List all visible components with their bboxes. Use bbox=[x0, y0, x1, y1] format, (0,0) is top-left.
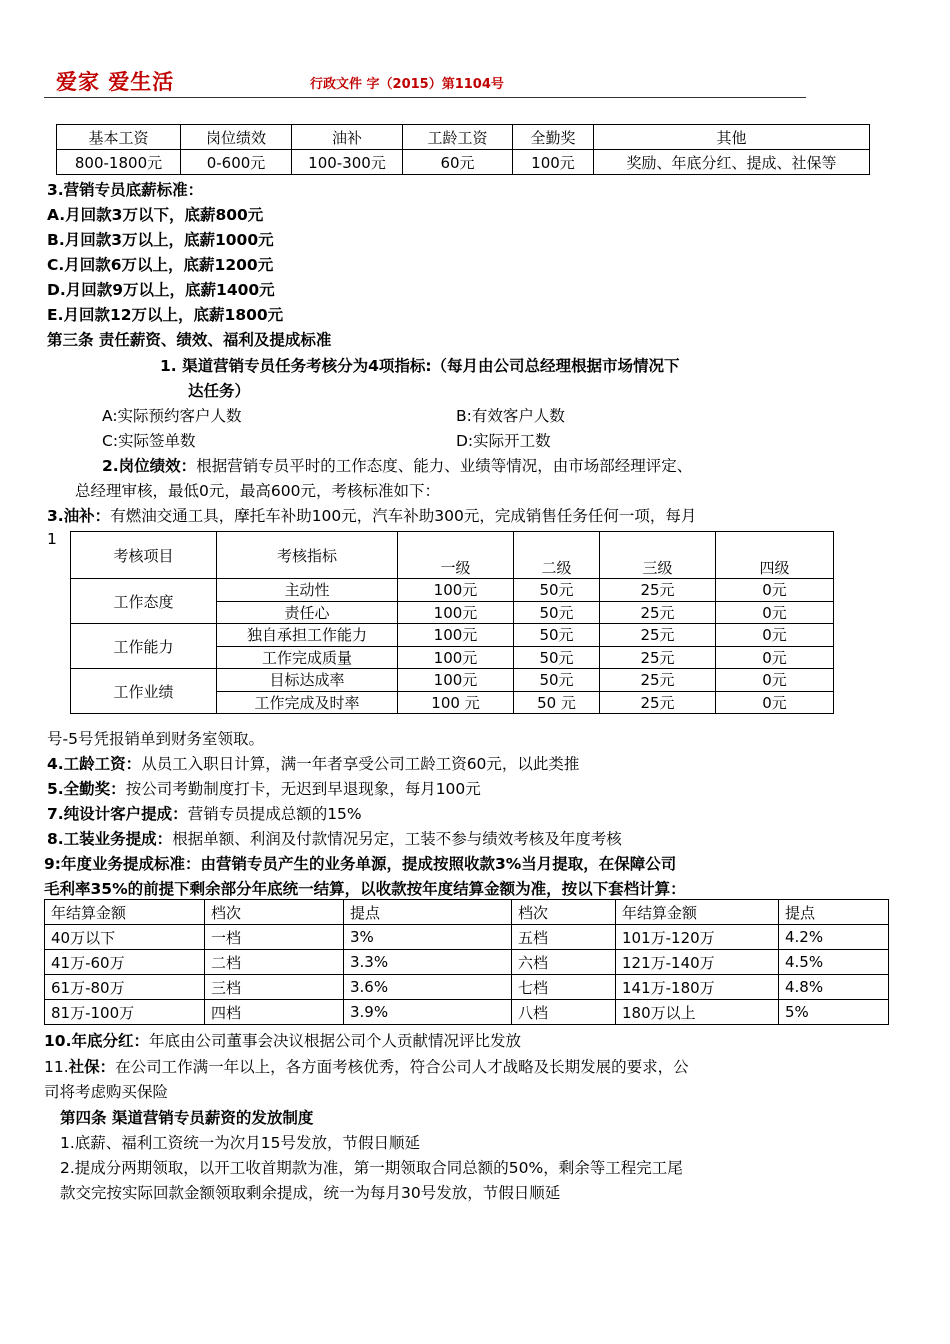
item4-label: 4.工龄工资： bbox=[47, 755, 142, 773]
item4 bbox=[47, 752, 579, 774]
item8 bbox=[47, 827, 622, 849]
article4-title: 第四条 渠道营销专员薪资的发放制度 bbox=[60, 1109, 314, 1127]
table-row bbox=[71, 579, 834, 602]
salary-structure-table bbox=[56, 124, 870, 175]
table-cell: 100元 bbox=[398, 624, 514, 647]
table-cell: 50元 bbox=[514, 646, 600, 669]
table-row bbox=[45, 925, 889, 950]
article4-item2-line1: 2.提成分两期领取，以开工收首期款为准，第一期领取合同总额的50%，剩余等工程完工尾 bbox=[60, 1159, 683, 1177]
table-header-cell: 一级 bbox=[398, 532, 514, 579]
table-cell: 五档 bbox=[512, 925, 616, 950]
table-header-cell: 提点 bbox=[344, 900, 512, 925]
table-cell: 3.9% bbox=[344, 1000, 512, 1025]
table-row bbox=[45, 975, 889, 1000]
table-cell: 40万以下 bbox=[45, 925, 205, 950]
table-cell: 100元 bbox=[398, 646, 514, 669]
table-cell: 5% bbox=[779, 1000, 889, 1025]
commission-table bbox=[44, 899, 889, 1025]
document-number: 行政文件 字（2015）第1104号 bbox=[310, 77, 504, 92]
item4-text: 从员工入职日计算，满一年者享受公司工龄工资60元，以此类推 bbox=[141, 755, 580, 773]
group-cell: 工作能力 bbox=[71, 624, 217, 669]
indicator-cell: 主动性 bbox=[217, 579, 398, 602]
indicator-c: C:实际签单数 bbox=[102, 432, 196, 450]
table-cell: 三档 bbox=[205, 975, 344, 1000]
article3-item1-line1: 1. 渠道营销专员任务考核分为4项指标:（每月由公司总经理根据市场情况下 bbox=[160, 357, 680, 375]
table-cell: 25元 bbox=[600, 646, 716, 669]
table-cell: 4.2% bbox=[779, 925, 889, 950]
article3-item1-line2: 达任务） bbox=[188, 382, 251, 400]
table-row bbox=[71, 624, 834, 647]
table-header-row bbox=[45, 900, 889, 925]
table-header-cell: 三级 bbox=[600, 532, 716, 579]
table-cell: 141万-180万 bbox=[616, 975, 779, 1000]
table-cell: 0元 bbox=[716, 579, 834, 602]
table-cell: 50元 bbox=[514, 669, 600, 692]
table-cell: 4.8% bbox=[779, 975, 889, 1000]
table-cell: 0元 bbox=[716, 669, 834, 692]
indicator-b: B:有效客户人数 bbox=[456, 407, 565, 425]
table-cell: 100元 bbox=[513, 150, 594, 175]
table-cell: 四档 bbox=[205, 1000, 344, 1025]
table-cell: 50 元 bbox=[514, 691, 600, 714]
item5 bbox=[47, 777, 481, 799]
table-cell: 八档 bbox=[512, 1000, 616, 1025]
table-header-cell: 油补 bbox=[292, 125, 403, 150]
article3-item2-line2: 总经理审核，最低0元，最高600元，考核标准如下： bbox=[75, 482, 440, 500]
table-cell: 3% bbox=[344, 925, 512, 950]
table-cell: 60元 bbox=[403, 150, 513, 175]
table-cell: 800-1800元 bbox=[57, 150, 181, 175]
item2-label: 2.岗位绩效： bbox=[102, 457, 197, 475]
table-header-cell: 档次 bbox=[205, 900, 344, 925]
table-cell: 41万-60万 bbox=[45, 950, 205, 975]
item10-label: 10.年底分红： bbox=[44, 1032, 149, 1050]
item7 bbox=[47, 802, 362, 824]
item10 bbox=[44, 1029, 521, 1051]
item9-line1: 9:年度业务提成标准：由营销专员产生的业务单源，提成按照收款3%当月提取，在保障公司 bbox=[44, 855, 677, 873]
indicator-a: A:实际预约客户人数 bbox=[102, 407, 242, 425]
table-cell: 50元 bbox=[514, 601, 600, 624]
item3-text: 有燃油交通工具，摩托车补助100元，汽车补助300元，完成销售任务任何一项，每月 bbox=[110, 507, 697, 525]
table-row bbox=[57, 150, 870, 175]
table-cell: 50元 bbox=[514, 624, 600, 647]
item7-label: 7.纯设计客户提成： bbox=[47, 805, 188, 823]
base-salary-item: B.月回款3万以上，底薪1000元 bbox=[47, 231, 274, 249]
indicator-cell: 独自承担工作能力 bbox=[217, 624, 398, 647]
group-cell: 工作态度 bbox=[71, 579, 217, 624]
table-cell: 25元 bbox=[600, 579, 716, 602]
indicator-cell: 目标达成率 bbox=[217, 669, 398, 692]
table-cell: 100元 bbox=[398, 669, 514, 692]
table-cell: 七档 bbox=[512, 975, 616, 1000]
item11-label: 社保： bbox=[68, 1058, 116, 1076]
table-cell: 25元 bbox=[600, 601, 716, 624]
table-header-cell: 年结算金额 bbox=[616, 900, 779, 925]
table-header-row bbox=[71, 532, 834, 579]
table-header-cell: 全勤奖 bbox=[513, 125, 594, 150]
item8-label: 8.工装业务提成： bbox=[47, 830, 173, 848]
table-cell: 121万-140万 bbox=[616, 950, 779, 975]
base-salary-title: 3.营销专员底薪标准： bbox=[47, 181, 204, 199]
article4-item1: 1.底薪、福利工资统一为次月15号发放，节假日顺延 bbox=[60, 1134, 421, 1152]
item11-line2: 司将考虑购买保险 bbox=[44, 1083, 169, 1101]
indicator-d: D:实际开工数 bbox=[456, 432, 551, 450]
base-salary-item: D.月回款9万以上，底薪1400元 bbox=[47, 281, 275, 299]
table-header-cell: 四级 bbox=[716, 532, 834, 579]
base-salary-item: E.月回款12万以上，底薪1800元 bbox=[47, 306, 284, 324]
item7-text: 营销专员提成总额的15% bbox=[187, 805, 362, 823]
article3-title: 第三条 责任薪资、绩效、福利及提成标准 bbox=[47, 331, 332, 349]
article3-item3-continued: 号-5号凭报销单到财务室领取。 bbox=[47, 730, 264, 748]
table-cell: 0-600元 bbox=[181, 150, 292, 175]
table-cell: 100 元 bbox=[398, 691, 514, 714]
table-cell: 六档 bbox=[512, 950, 616, 975]
table-header-cell: 提点 bbox=[779, 900, 889, 925]
indicator-cell: 责任心 bbox=[217, 601, 398, 624]
table-header-cell: 档次 bbox=[512, 900, 616, 925]
item5-text: 按公司考勤制度打卡，无迟到早退现象，每月100元 bbox=[125, 780, 481, 798]
table-cell: 81万-100万 bbox=[45, 1000, 205, 1025]
table-cell: 奖励、年底分红、提成、社保等 bbox=[594, 150, 870, 175]
item9-line2: 毛利率35%的前提下剩余部分年底统一结算，以收款按年度结算金额为准，按以下套档计算： bbox=[44, 880, 686, 898]
table-row bbox=[45, 1000, 889, 1025]
table-header-cell: 工龄工资 bbox=[403, 125, 513, 150]
table-cell: 3.6% bbox=[344, 975, 512, 1000]
table-cell: 25元 bbox=[600, 691, 716, 714]
article4-item2-line2: 款交完按实际回款金额领取剩余提成，统一为每月30号发放，节假日顺延 bbox=[60, 1184, 561, 1202]
table-cell: 50元 bbox=[514, 579, 600, 602]
base-salary-item: C.月回款6万以上，底薪1200元 bbox=[47, 256, 274, 274]
table-header-cell: 基本工资 bbox=[57, 125, 181, 150]
table-header-cell: 其他 bbox=[594, 125, 870, 150]
article3-item3-fragment: 1 bbox=[47, 530, 57, 548]
table-cell: 0元 bbox=[716, 646, 834, 669]
indicator-cell: 工作完成质量 bbox=[217, 646, 398, 669]
item11 bbox=[44, 1055, 689, 1077]
table-header-cell: 岗位绩效 bbox=[181, 125, 292, 150]
table-row bbox=[45, 950, 889, 975]
table-cell: 180万以上 bbox=[616, 1000, 779, 1025]
group-cell: 工作业绩 bbox=[71, 669, 217, 714]
table-header-cell: 二级 bbox=[514, 532, 600, 579]
table-cell: 一档 bbox=[205, 925, 344, 950]
article3-item2 bbox=[102, 454, 692, 476]
item11-prefix: 11. bbox=[44, 1058, 69, 1076]
table-cell: 0元 bbox=[716, 691, 834, 714]
table-header-row bbox=[57, 125, 870, 150]
table-row bbox=[71, 669, 834, 692]
table-cell: 二档 bbox=[205, 950, 344, 975]
indicator-cell: 工作完成及时率 bbox=[217, 691, 398, 714]
table-cell: 100-300元 bbox=[292, 150, 403, 175]
table-cell: 0元 bbox=[716, 601, 834, 624]
table-header-cell: 考核项目 bbox=[71, 532, 217, 579]
table-cell: 3.3% bbox=[344, 950, 512, 975]
table-cell: 61万-80万 bbox=[45, 975, 205, 1000]
article3-item3 bbox=[47, 504, 696, 526]
table-cell: 100元 bbox=[398, 601, 514, 624]
brand-slogan: 爱家 爱生活 bbox=[56, 70, 175, 94]
table-cell: 25元 bbox=[600, 669, 716, 692]
item10-text: 年底由公司董事会决议根据公司个人贡献情况评比发放 bbox=[148, 1032, 521, 1050]
table-header-cell: 考核指标 bbox=[217, 532, 398, 579]
table-cell: 101万-120万 bbox=[616, 925, 779, 950]
item5-label: 5.全勤奖： bbox=[47, 780, 126, 798]
header-divider bbox=[44, 97, 806, 98]
performance-table bbox=[70, 531, 834, 714]
base-salary-item: A.月回款3万以下，底薪800元 bbox=[47, 206, 264, 224]
item2-text: 根据营销专员平时的工作态度、能力、业绩等情况，由市场部经理评定、 bbox=[196, 457, 693, 475]
table-cell: 4.5% bbox=[779, 950, 889, 975]
item3-label: 3.油补： bbox=[47, 507, 111, 525]
item8-text: 根据单额、利润及付款情况另定，工装不参与绩效考核及年度考核 bbox=[172, 830, 622, 848]
table-cell: 25元 bbox=[600, 624, 716, 647]
table-header-cell: 年结算金额 bbox=[45, 900, 205, 925]
item11-text: 在公司工作满一年以上，各方面考核优秀，符合公司人才战略及长期发展的要求，公 bbox=[115, 1058, 689, 1076]
table-cell: 0元 bbox=[716, 624, 834, 647]
table-cell: 100元 bbox=[398, 579, 514, 602]
